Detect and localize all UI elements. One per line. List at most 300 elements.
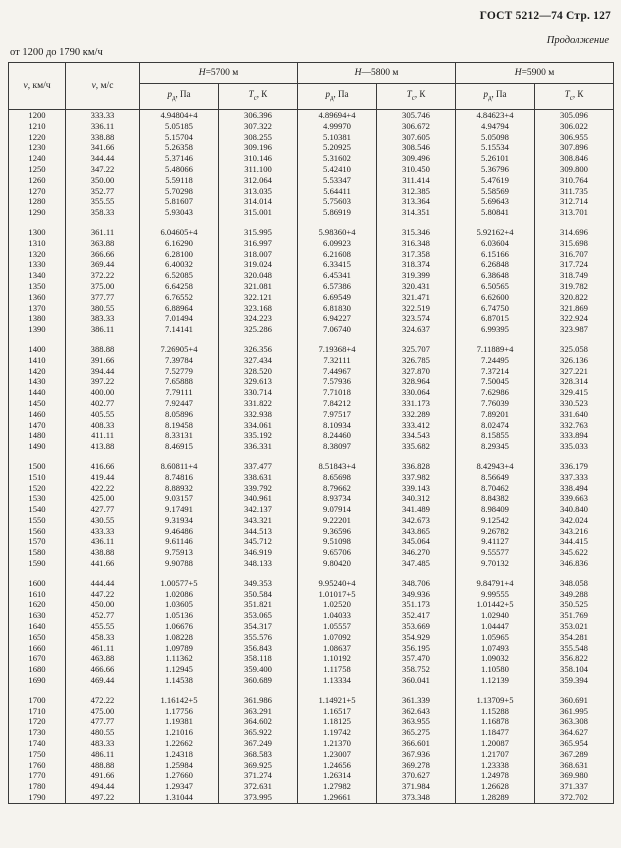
v-kmh-cell: 1350 [9, 281, 66, 292]
p-5700-cell: 1.21016 [140, 727, 219, 738]
p-5800-cell: 6.57386 [298, 281, 377, 292]
p-5800-cell: 1.14921+5 [298, 686, 377, 706]
v-ms-cell: 375.00 [66, 281, 140, 292]
t-5700-cell: 359.400 [219, 664, 298, 675]
table-row [9, 675, 614, 686]
p-5900-cell: 1.02940 [456, 610, 535, 621]
t-5700-cell: 371.274 [219, 770, 298, 781]
t-5700-cell: 322.121 [219, 292, 298, 303]
v-ms-cell: 497.22 [66, 792, 140, 803]
t-5900-cell: 360.691 [535, 686, 614, 706]
p-5900-cell: 5.58569 [456, 186, 535, 197]
t-5900-cell: 331.640 [535, 409, 614, 420]
t-5800-cell: 370.627 [377, 770, 456, 781]
v-ms-cell: 402.77 [66, 398, 140, 409]
t-5700-cell: 353.065 [219, 610, 298, 621]
p-5900-cell: 8.84382 [456, 493, 535, 504]
table-row [9, 610, 614, 621]
table-row [9, 547, 614, 558]
p-5700-cell: 8.74816 [140, 472, 219, 483]
v-kmh-cell: 1660 [9, 643, 66, 654]
v-ms-cell: 427.77 [66, 504, 140, 515]
p-5700-cell: 1.14538 [140, 675, 219, 686]
t-5700-cell: 332.938 [219, 409, 298, 420]
v-kmh-cell: 1380 [9, 313, 66, 324]
p-5900-cell: 5.69643 [456, 196, 535, 207]
p-5700-cell: 1.05136 [140, 610, 219, 621]
t-5900-cell: 308.846 [535, 153, 614, 164]
t-5800-cell: 354.929 [377, 632, 456, 643]
p-unit: , Па [175, 89, 191, 100]
v-ms-cell: 380.55 [66, 303, 140, 314]
p-5900-cell: 5.47619 [456, 175, 535, 186]
t-5900-cell: 372.702 [535, 792, 614, 803]
t-5700-cell: 345.712 [219, 536, 298, 547]
p-5800-cell: 1.08637 [298, 643, 377, 654]
t-5700-cell: 344.513 [219, 526, 298, 537]
table-row [9, 686, 614, 706]
table-row [9, 430, 614, 441]
v-ms-cell: 488.88 [66, 760, 140, 771]
v-kmh-cell: 1210 [9, 121, 66, 132]
p-5900-cell: 8.29345 [456, 441, 535, 452]
t-5800-cell: 328.964 [377, 376, 456, 387]
p-5800-cell: 1.23007 [298, 749, 377, 760]
p-5800-cell: 5.75603 [298, 196, 377, 207]
v-ms-cell: 477.77 [66, 716, 140, 727]
p-5700-cell: 6.64258 [140, 281, 219, 292]
t-5800-cell: 362.643 [377, 706, 456, 717]
t-5900-cell: 371.337 [535, 781, 614, 792]
p-5800-cell: 1.04033 [298, 610, 377, 621]
p-5700-cell: 1.27660 [140, 770, 219, 781]
p-5800-cell: 1.11758 [298, 664, 377, 675]
p-5700-cell: 1.06676 [140, 621, 219, 632]
t-5800-cell: 366.601 [377, 738, 456, 749]
p-5900-cell: 1.23338 [456, 760, 535, 771]
t-5700-cell: 309.196 [219, 142, 298, 153]
p-5800-cell: 1.24656 [298, 760, 377, 771]
p-5700-cell: 1.08228 [140, 632, 219, 643]
v-ms-cell: 347.22 [66, 164, 140, 175]
continuation-label: Продолжение [546, 35, 609, 46]
t-5800-cell: 343.865 [377, 526, 456, 537]
t-5700-cell: 329.613 [219, 376, 298, 387]
v-ms-cell: 480.55 [66, 727, 140, 738]
table-row [9, 558, 614, 569]
v-ms-cell: 461.11 [66, 643, 140, 654]
table-row [9, 292, 614, 303]
t-5700-cell: 324.223 [219, 313, 298, 324]
p-5800-cell: 6.09923 [298, 238, 377, 249]
p-5700-cell: 5.05185 [140, 121, 219, 132]
v-kmh-cell: 1700 [9, 686, 66, 706]
col-header-p-5700 [140, 84, 219, 110]
p-5900-cell: 9.55577 [456, 547, 535, 558]
v-ms-cell: 441.66 [66, 558, 140, 569]
t-5700-cell: 327.434 [219, 355, 298, 366]
v-ms-cell: 411.11 [66, 430, 140, 441]
v-kmh-cell: 1730 [9, 727, 66, 738]
p-5700-cell: 1.11362 [140, 653, 219, 664]
t-5700-cell: 355.576 [219, 632, 298, 643]
p-5800-cell: 8.10934 [298, 420, 377, 431]
p-5700-cell: 1.00577+5 [140, 569, 219, 589]
t-5900-cell: 363.308 [535, 716, 614, 727]
t-5800-cell: 323.574 [377, 313, 456, 324]
table-row [9, 781, 614, 792]
t-5900-cell: 313.701 [535, 207, 614, 218]
t-5700-cell: 356.843 [219, 643, 298, 654]
table-row [9, 621, 614, 632]
table-row [9, 376, 614, 387]
v-ms-cell: 363.88 [66, 238, 140, 249]
p-5900-cell: 1.13709+5 [456, 686, 535, 706]
p-5800-cell: 6.69549 [298, 292, 377, 303]
p-5800-cell: 7.71018 [298, 387, 377, 398]
t-5900-cell: 310.764 [535, 175, 614, 186]
p-5800-cell: 6.94227 [298, 313, 377, 324]
v-kmh-cell: 1690 [9, 675, 66, 686]
p-5700-cell: 6.04605+4 [140, 218, 219, 238]
p-5700-cell: 1.17756 [140, 706, 219, 717]
v-kmh-cell: 1470 [9, 420, 66, 431]
p-5800-cell: 5.42410 [298, 164, 377, 175]
p-5800-cell: 7.84212 [298, 398, 377, 409]
v-kmh-cell: 1230 [9, 142, 66, 153]
p-subscript: д [487, 94, 492, 103]
p-5800-cell: 9.65706 [298, 547, 377, 558]
v-kmh-cell: 1630 [9, 610, 66, 621]
t-5800-cell: 353.669 [377, 621, 456, 632]
t-5900-cell: 315.698 [535, 238, 614, 249]
col-header-t-5900 [535, 84, 614, 110]
p-5800-cell: 1.07092 [298, 632, 377, 643]
t-5900-cell: 364.627 [535, 727, 614, 738]
v-kmh-cell: 1560 [9, 526, 66, 537]
v-kmh-cell: 1720 [9, 716, 66, 727]
v-ms-cell: 469.44 [66, 675, 140, 686]
table-row [9, 452, 614, 472]
v-kmh-cell: 1550 [9, 515, 66, 526]
t-5900-cell: 369.980 [535, 770, 614, 781]
table-row [9, 398, 614, 409]
t-5800-cell: 320.431 [377, 281, 456, 292]
table-row [9, 110, 614, 121]
v-ms-cell: 386.11 [66, 324, 140, 335]
p-5900-cell: 8.98409 [456, 504, 535, 515]
t-5700-cell: 343.321 [219, 515, 298, 526]
p-5800-cell: 9.95240+4 [298, 569, 377, 589]
t-5800-cell: 306.672 [377, 121, 456, 132]
table-row [9, 207, 614, 218]
p-5700-cell: 7.79111 [140, 387, 219, 398]
t-5900-cell: 318.749 [535, 270, 614, 281]
p-5800-cell: 9.07914 [298, 504, 377, 515]
p-5900-cell: 9.99555 [456, 589, 535, 600]
t-5900-cell: 339.663 [535, 493, 614, 504]
v-kmh-cell: 1400 [9, 335, 66, 355]
p-5900-cell: 6.50565 [456, 281, 535, 292]
t-5900-cell: 344.415 [535, 536, 614, 547]
p-5900-cell: 7.11889+4 [456, 335, 535, 355]
v-ms-cell: 336.11 [66, 121, 140, 132]
p-5800-cell: 4.89694+4 [298, 110, 377, 121]
t-5900-cell: 316.707 [535, 249, 614, 260]
t-5900-cell: 338.494 [535, 483, 614, 494]
table-row [9, 175, 614, 186]
h-symbol: Н [198, 67, 206, 78]
t-5900-cell: 306.022 [535, 121, 614, 132]
t-5700-cell: 365.922 [219, 727, 298, 738]
v-ms-unit: , м/с [95, 80, 114, 91]
p-5900-cell: 1.20087 [456, 738, 535, 749]
table-row [9, 186, 614, 197]
p-5800-cell: 1.10192 [298, 653, 377, 664]
p-5800-cell: 1.13334 [298, 675, 377, 686]
t-5700-cell: 349.353 [219, 569, 298, 589]
p-5900-cell: 1.04447 [456, 621, 535, 632]
t-5800-cell: 314.351 [377, 207, 456, 218]
table-row [9, 526, 614, 537]
v-ms-cell: 355.55 [66, 196, 140, 207]
t-5700-cell: 315.001 [219, 207, 298, 218]
p-5900-cell: 6.99395 [456, 324, 535, 335]
v-ms-cell: 433.33 [66, 526, 140, 537]
v-ms-cell: 419.44 [66, 472, 140, 483]
v-kmh-cell: 1600 [9, 569, 66, 589]
t-symbol: T [564, 89, 570, 100]
t-symbol: T [248, 89, 254, 100]
t-5900-cell: 326.136 [535, 355, 614, 366]
t-5800-cell: 369.278 [377, 760, 456, 771]
t-5900-cell: 345.622 [535, 547, 614, 558]
p-5900-cell: 7.76039 [456, 398, 535, 409]
v-ms-cell: 397.22 [66, 376, 140, 387]
t-5700-cell: 306.396 [219, 110, 298, 121]
p-5700-cell: 7.01494 [140, 313, 219, 324]
t-5700-cell: 307.322 [219, 121, 298, 132]
table-row [9, 599, 614, 610]
table-row [9, 569, 614, 589]
p-5800-cell: 8.51843+4 [298, 452, 377, 472]
t-5700-cell: 313.035 [219, 186, 298, 197]
table-row [9, 515, 614, 526]
p-5900-cell: 8.15855 [456, 430, 535, 441]
table-body [9, 110, 614, 804]
v-kmh-cell: 1490 [9, 441, 66, 452]
v-ms-cell: 413.88 [66, 441, 140, 452]
t-5700-cell: 360.689 [219, 675, 298, 686]
t-5800-cell: 308.546 [377, 142, 456, 153]
p-5800-cell: 1.16517 [298, 706, 377, 717]
p-5900-cell: 8.02474 [456, 420, 535, 431]
t-5700-cell: 308.255 [219, 132, 298, 143]
table-row [9, 493, 614, 504]
v-kmh-cell: 1770 [9, 770, 66, 781]
p-5900-cell: 9.12542 [456, 515, 535, 526]
t-5800-cell: 335.682 [377, 441, 456, 452]
t-5800-cell: 331.173 [377, 398, 456, 409]
col-header-t-5700 [219, 84, 298, 110]
table-row [9, 281, 614, 292]
table-row [9, 324, 614, 335]
v-kmh-cell: 1440 [9, 387, 66, 398]
table-row [9, 536, 614, 547]
v-kmh-cell: 1580 [9, 547, 66, 558]
h-symbol: Н [514, 67, 522, 78]
t-5900-cell: 358.104 [535, 664, 614, 675]
table-row [9, 716, 614, 727]
t-5900-cell: 340.840 [535, 504, 614, 515]
t-5800-cell: 373.348 [377, 792, 456, 803]
t-5800-cell: 311.414 [377, 175, 456, 186]
p-5700-cell: 7.26905+4 [140, 335, 219, 355]
table-row [9, 142, 614, 153]
col-header-t-5800 [377, 84, 456, 110]
p-5700-cell: 6.28100 [140, 249, 219, 260]
t-5700-cell: 361.986 [219, 686, 298, 706]
t-unit: , К [414, 89, 426, 100]
table-row [9, 335, 614, 355]
t-5900-cell: 319.782 [535, 281, 614, 292]
t-5800-cell: 310.450 [377, 164, 456, 175]
p-5800-cell: 8.65698 [298, 472, 377, 483]
t-5800-cell: 324.637 [377, 324, 456, 335]
p-5700-cell: 5.59118 [140, 175, 219, 186]
table-row [9, 706, 614, 717]
t-5800-cell: 312.385 [377, 186, 456, 197]
t-5800-cell: 330.064 [377, 387, 456, 398]
v-ms-cell: 416.66 [66, 452, 140, 472]
t-5900-cell: 337.333 [535, 472, 614, 483]
p-5700-cell: 1.03605 [140, 599, 219, 610]
t-5900-cell: 306.955 [535, 132, 614, 143]
t-5700-cell: 373.995 [219, 792, 298, 803]
v-kmh-cell: 1510 [9, 472, 66, 483]
p-5700-cell: 9.31934 [140, 515, 219, 526]
v-ms-cell: 447.22 [66, 589, 140, 600]
table-row [9, 749, 614, 760]
v-kmh-cell: 1540 [9, 504, 66, 515]
t-5700-cell: 351.821 [219, 599, 298, 610]
v-ms-cell: 463.88 [66, 653, 140, 664]
h-symbol: Н [354, 67, 362, 78]
t-5800-cell: 307.605 [377, 132, 456, 143]
p-5800-cell: 6.45341 [298, 270, 377, 281]
t-5800-cell: 352.417 [377, 610, 456, 621]
table-row [9, 238, 614, 249]
t-5800-cell: 340.312 [377, 493, 456, 504]
p-subscript: д [329, 94, 334, 103]
p-5900-cell: 6.03604 [456, 238, 535, 249]
t-5700-cell: 342.137 [219, 504, 298, 515]
t-5900-cell: 327.221 [535, 366, 614, 377]
p-5800-cell: 7.57936 [298, 376, 377, 387]
t-5700-cell: 315.995 [219, 218, 298, 238]
v-kmh-cell: 1610 [9, 589, 66, 600]
v-ms-cell: 388.88 [66, 335, 140, 355]
p-5800-cell: 1.19742 [298, 727, 377, 738]
p-5900-cell: 5.36796 [456, 164, 535, 175]
p-5900-cell: 7.50045 [456, 376, 535, 387]
t-5900-cell: 359.394 [535, 675, 614, 686]
v-kmh-cell: 1340 [9, 270, 66, 281]
t-5700-cell: 358.118 [219, 653, 298, 664]
t-5700-cell: 323.168 [219, 303, 298, 314]
t-5900-cell: 328.314 [535, 376, 614, 387]
t-5700-cell: 326.356 [219, 335, 298, 355]
p-5800-cell: 5.20925 [298, 142, 377, 153]
t-5700-cell: 350.584 [219, 589, 298, 600]
v-kmh-cell: 1500 [9, 452, 66, 472]
p-5900-cell: 8.56649 [456, 472, 535, 483]
v-kmh-cell: 1360 [9, 292, 66, 303]
v-kmh-cell: 1680 [9, 664, 66, 675]
v-ms-cell: 483.33 [66, 738, 140, 749]
v-kmh-cell: 1650 [9, 632, 66, 643]
t-5800-cell: 361.339 [377, 686, 456, 706]
table-row [9, 313, 614, 324]
t-5800-cell: 316.348 [377, 238, 456, 249]
t-5700-cell: 330.714 [219, 387, 298, 398]
p-5700-cell: 7.92447 [140, 398, 219, 409]
p-5700-cell: 1.25984 [140, 760, 219, 771]
table-row [9, 132, 614, 143]
p-5700-cell: 8.88932 [140, 483, 219, 494]
v-ms-cell: 438.88 [66, 547, 140, 558]
t-5900-cell: 309.800 [535, 164, 614, 175]
p-5900-cell: 9.84791+4 [456, 569, 535, 589]
t-5900-cell: 336.179 [535, 452, 614, 472]
t-5900-cell: 368.631 [535, 760, 614, 771]
table-row [9, 420, 614, 431]
p-5700-cell: 1.24318 [140, 749, 219, 760]
t-5900-cell: 333.894 [535, 430, 614, 441]
t-5700-cell: 325.286 [219, 324, 298, 335]
table-row [9, 504, 614, 515]
t-5900-cell: 317.724 [535, 259, 614, 270]
t-5800-cell: 318.374 [377, 259, 456, 270]
v-ms-cell: 452.77 [66, 610, 140, 621]
v-ms-cell: 444.44 [66, 569, 140, 589]
h5900-value: =5900 м [521, 67, 555, 78]
v-kmh-cell: 1480 [9, 430, 66, 441]
t-5800-cell: 305.746 [377, 110, 456, 121]
v-kmh-cell: 1670 [9, 653, 66, 664]
v-kmh-cell: 1280 [9, 196, 66, 207]
t-5800-cell: 313.364 [377, 196, 456, 207]
p-5700-cell: 1.19381 [140, 716, 219, 727]
p-5800-cell: 9.80420 [298, 558, 377, 569]
t-5900-cell: 343.216 [535, 526, 614, 537]
v-ms-cell: 361.11 [66, 218, 140, 238]
v-ms-cell: 400.00 [66, 387, 140, 398]
t-5800-cell: 322.519 [377, 303, 456, 314]
p-5900-cell: 5.80841 [456, 207, 535, 218]
v-kmh-cell: 1450 [9, 398, 66, 409]
t-5800-cell: 348.706 [377, 569, 456, 589]
p-5800-cell: 9.51098 [298, 536, 377, 547]
t-5800-cell: 360.041 [377, 675, 456, 686]
v-ms-cell: 341.66 [66, 142, 140, 153]
v-ms-cell: 383.33 [66, 313, 140, 324]
p-5900-cell: 1.28289 [456, 792, 535, 803]
table-row [9, 355, 614, 366]
v-ms-cell: 344.44 [66, 153, 140, 164]
t-5900-cell: 312.714 [535, 196, 614, 207]
p-5900-cell: 9.41127 [456, 536, 535, 547]
